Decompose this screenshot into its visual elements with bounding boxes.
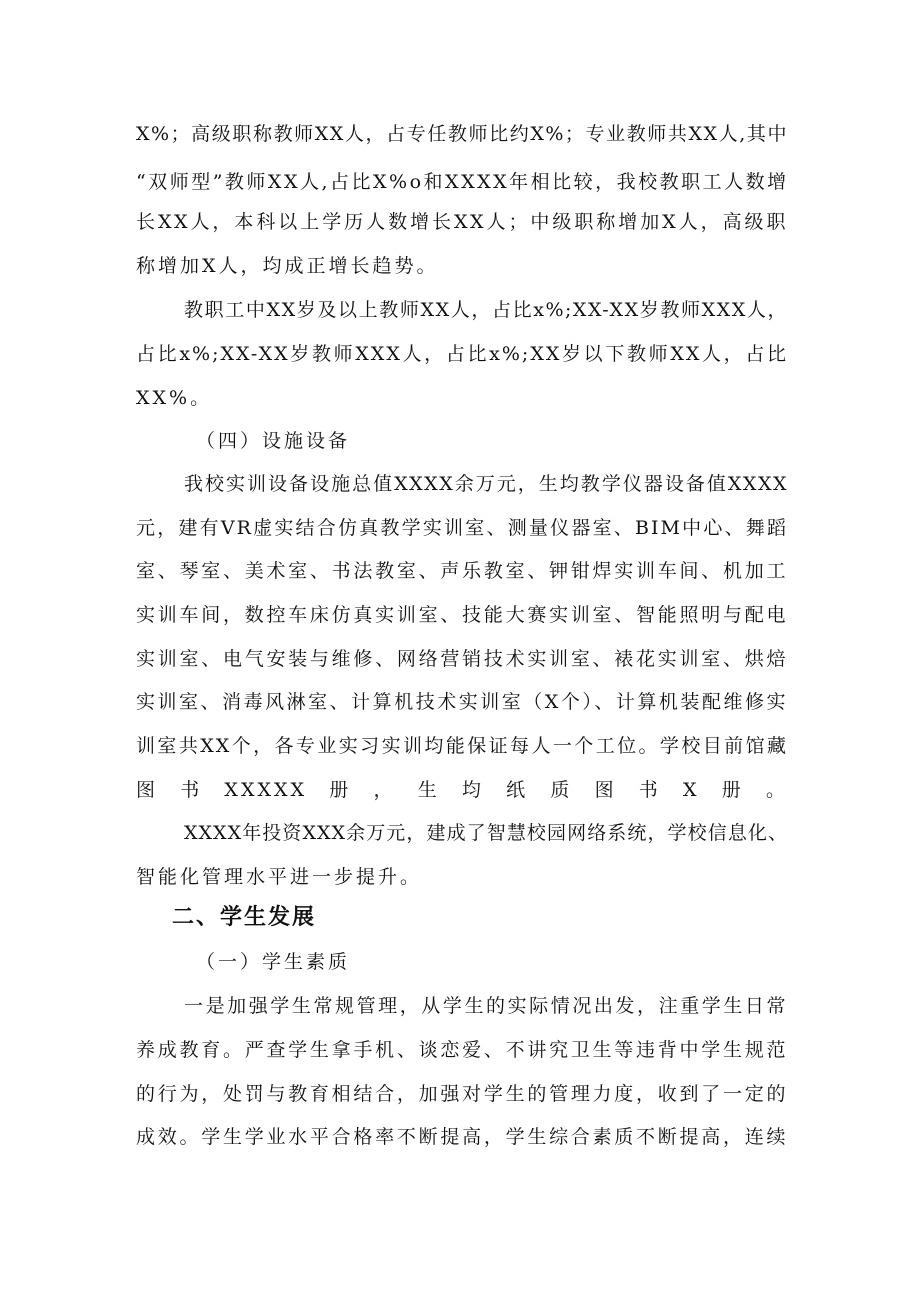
paragraph-line: 占比x%;XX-XX岁教师XXX人，占比x%;XX岁以下教师XX人，占比 [136,343,788,365]
paragraph-line: XXXX年投资XXX余万元，建成了智慧校园网络系统，学校信息化、 [184,822,788,844]
paragraph-line: 养成教育。严查学生拿手机、谈恋爱、不讲究卫生等违背中学生规范 [136,1039,788,1061]
paragraph-line: “双师型”教师XX人,占比X%o和XXXX年相比较，我校教职工人数增 [136,171,789,193]
paragraph-line: 室、琴室、美术室、书法教室、声乐教室、钾钳焊实训车间、机加工 [136,560,788,582]
paragraph-line: 我校实训设备设施总值XXXX余万元，生均教学仪器设备值XXXX [184,473,788,495]
paragraph-line: XX%。 [136,387,213,409]
section-heading: （一）学生素质 [196,951,351,973]
chapter-heading: 二、学生发展 [172,905,317,930]
paragraph-line: 智能化管理水平进一步提升。 [136,866,423,888]
paragraph-line: 称增加X人，均成正增长趋势。 [136,255,439,277]
paragraph-line: 元，建有VR虚实结合仿真教学实训室、测量仪器室、BIM中心、舞蹈 [136,517,788,539]
paragraph-line: 成效。学生学业水平合格率不断提高，学生综合素质不断提高，连续 [136,1126,788,1148]
paragraph-line: 实训车间，数控车床仿真实训室、技能大赛实训室、智能照明与配电 [136,604,788,626]
paragraph-line: 实训室、电气安装与维修、网络营销技术实训室、裱花实训室、烘焙 [136,648,788,670]
paragraph-line: 教职工中XX岁及以上教师XX人，占比x%;XX-XX岁教师XXX人， [184,299,788,321]
paragraph-line: 一是加强学生常规管理，从学生的实际情况出发，注重学生日常 [184,995,788,1017]
paragraph-line: 训室共XX个，各专业实习实训均能保证每人一个工位。学校目前馆藏 [136,735,788,757]
paragraph-line: 长XX人，本科以上学历人数增长XX人；中级职称增加X人，高级职 [136,211,788,233]
section-heading: （四）设施设备 [196,430,351,452]
paragraph-line: 的行为，处罚与教育相结合，加强对学生的管理力度，收到了一定的 [136,1083,788,1105]
paragraph-line: 图书XXXXX册，生均纸质图书X册。 [136,779,788,801]
paragraph-line: X%；高级职称教师XX人，占专任教师比约X%；专业教师共XX人,其中 [136,123,788,145]
paragraph-line: 实训室、消毒风淋室、计算机技术实训室（X个）、计算机装配维修实 [136,691,788,713]
